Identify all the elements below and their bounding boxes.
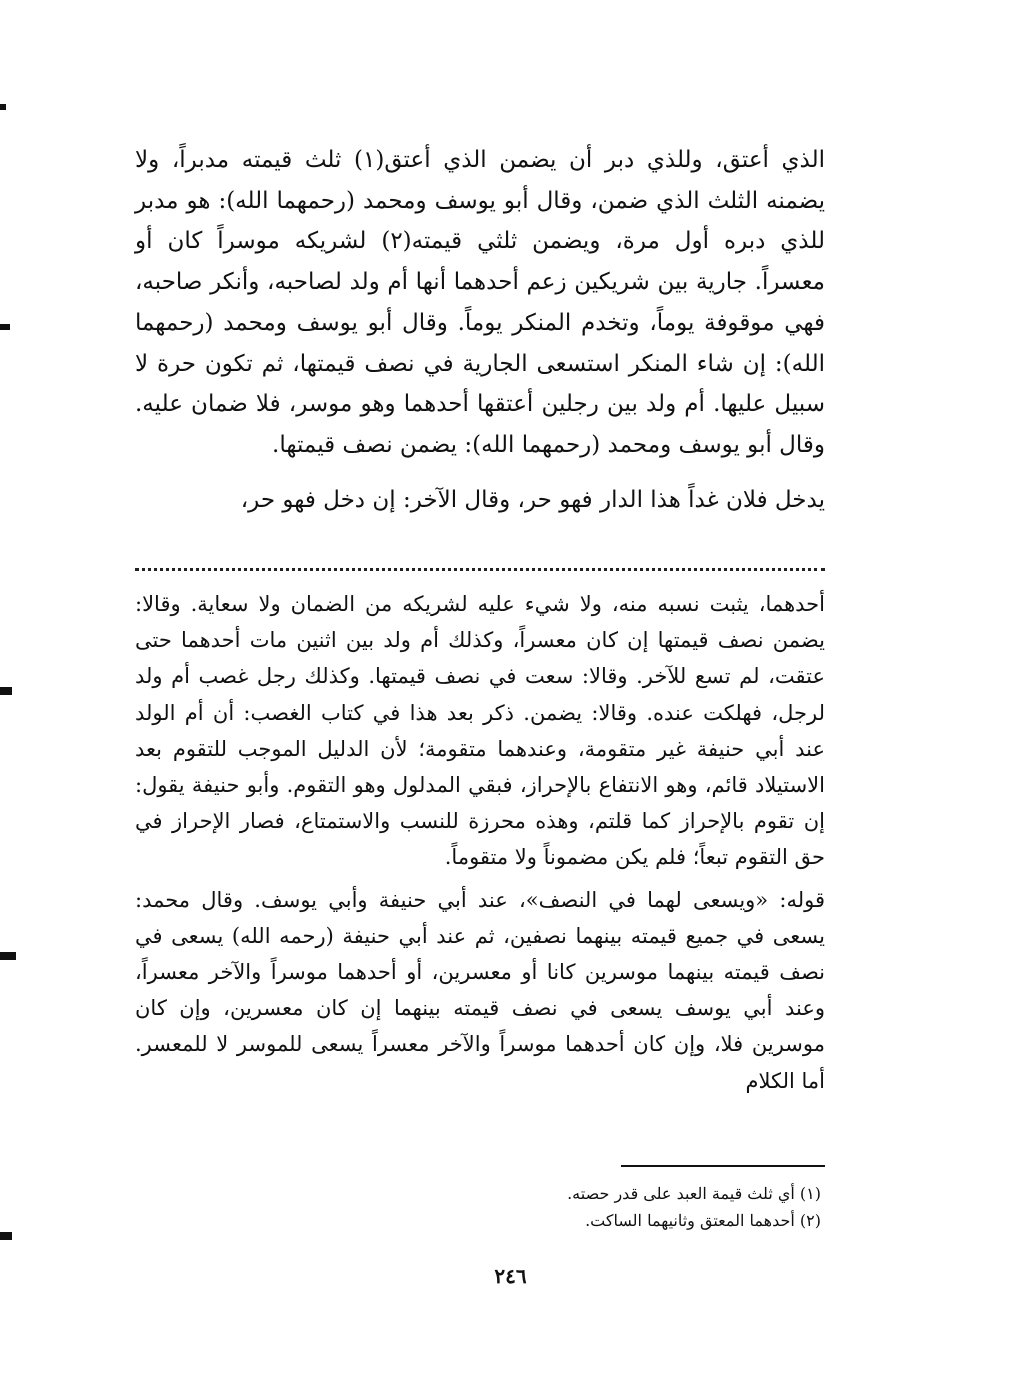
main-text-paragraph: الذي أعتق، وللذي دبر أن يضمن الذي أعتق(١) ثلث قيمته مدبراً، ولا يضمنه الثلث الذي ضمن، وقال أبو يوسف ومحمد (رحمهما الله): هو مدبر للذي دبره أول مرة، ويضمن ثلثي قيمته(٢) لشريكه موسراً كان أو معسراً. جارية بين شريكين زعم أحدهما أنها أم ولد لصاحبه، وأنكر صاحبه، فهي موقوفة يوماً، وتخدم المنكر يوماً. وقال أبو يوسف ومحمد (رحمهما الله): إن شاء المنكر استسعى الجارية في نصف قيمتها، ثم تكون حرة لا سبيل عليها. أم ولد بين رجلين أعتقها أحدهما وهو موسر، فلا ضمان عليه. وقال أبو يوسف ومحمد (رحمهما الله): يضمن نصف قيمتها.: [135, 147, 826, 458]
commentary-paragraph: قوله: «ويسعى لهما في النصف»، عند أبي حنيفة وأبي يوسف. وقال محمد: يسعى في جميع قيمته بينهما نصفين، ثم عند أبي حنيفة (رحمه الله) يسعى في نصف قيمته بينهما موسرين كانا أو معسرين، أو أحدهما موسراً والآخر معسراً، وعند أبي يوسف يسعى في نصف قيمته بينهما إن كان معسرين، وإن كان موسرين فلا، وإن كان أحدهما موسراً والآخر معسراً يسعى للموسر لا للمعسر. أما الكلام: [135, 887, 825, 1093]
scan-edge-mark: [0, 1232, 12, 1240]
scan-edge-mark: [0, 687, 12, 695]
footnotes: [401, 1180, 821, 1234]
commentary-paragraph: أحدهما، يثبت نسبه منه، ولا شيء عليه لشريكه من الضمان ولا سعاية. وقالا: يضمن نصف قيمتها إن كان معسراً، وكذلك أم ولد بين اثنين مات أحدهما حتى عتقت، لم تسع للآخر. وقالا: سعت في نصف قيمتها. وكذلك رجل غصب أم ولد لرجل، فهلكت عنده. وقالا: يضمن. ذكر بعد هذا في كتاب الغصب: أن أم الولد عند أبي حنيفة غير متقومة، وعندهما متقومة؛ لأن الدليل الموجب للتقوم بعد الاستيلاد قائم، وهو الانتفاع بالإحراز، فبقي المدلول وهو التقوم. وأبو حنيفة يقول: إن تقوم بالإحراز كما قلتم، وهذه محرزة للنسب والاستمتاع، فصار الإحراز في حق التقوم تبعاً؛ فلم يكن مضموناً ولا متقوماً.: [135, 592, 825, 870]
scan-edge-mark: [0, 104, 6, 110]
main-text-paragraph: يدخل فلان غداً هذا الدار فهو حر، وقال الآخر: إن دخل فهو حر،: [240, 486, 825, 513]
footnote: (١) أي ثلث قيمة العبد على قدر حصته.: [567, 1184, 821, 1203]
footnote-divider: [621, 1165, 825, 1167]
main-text: [135, 140, 825, 520]
scan-edge-mark: [0, 952, 16, 960]
scan-edge-mark: [0, 324, 10, 330]
footnote: (٢) أحدهما المعتق وثانيهما الساكت.: [585, 1211, 821, 1230]
page-number: ٢٤٦: [494, 1264, 527, 1288]
commentary-text: [135, 586, 825, 1099]
dotted-separator: [135, 568, 825, 571]
